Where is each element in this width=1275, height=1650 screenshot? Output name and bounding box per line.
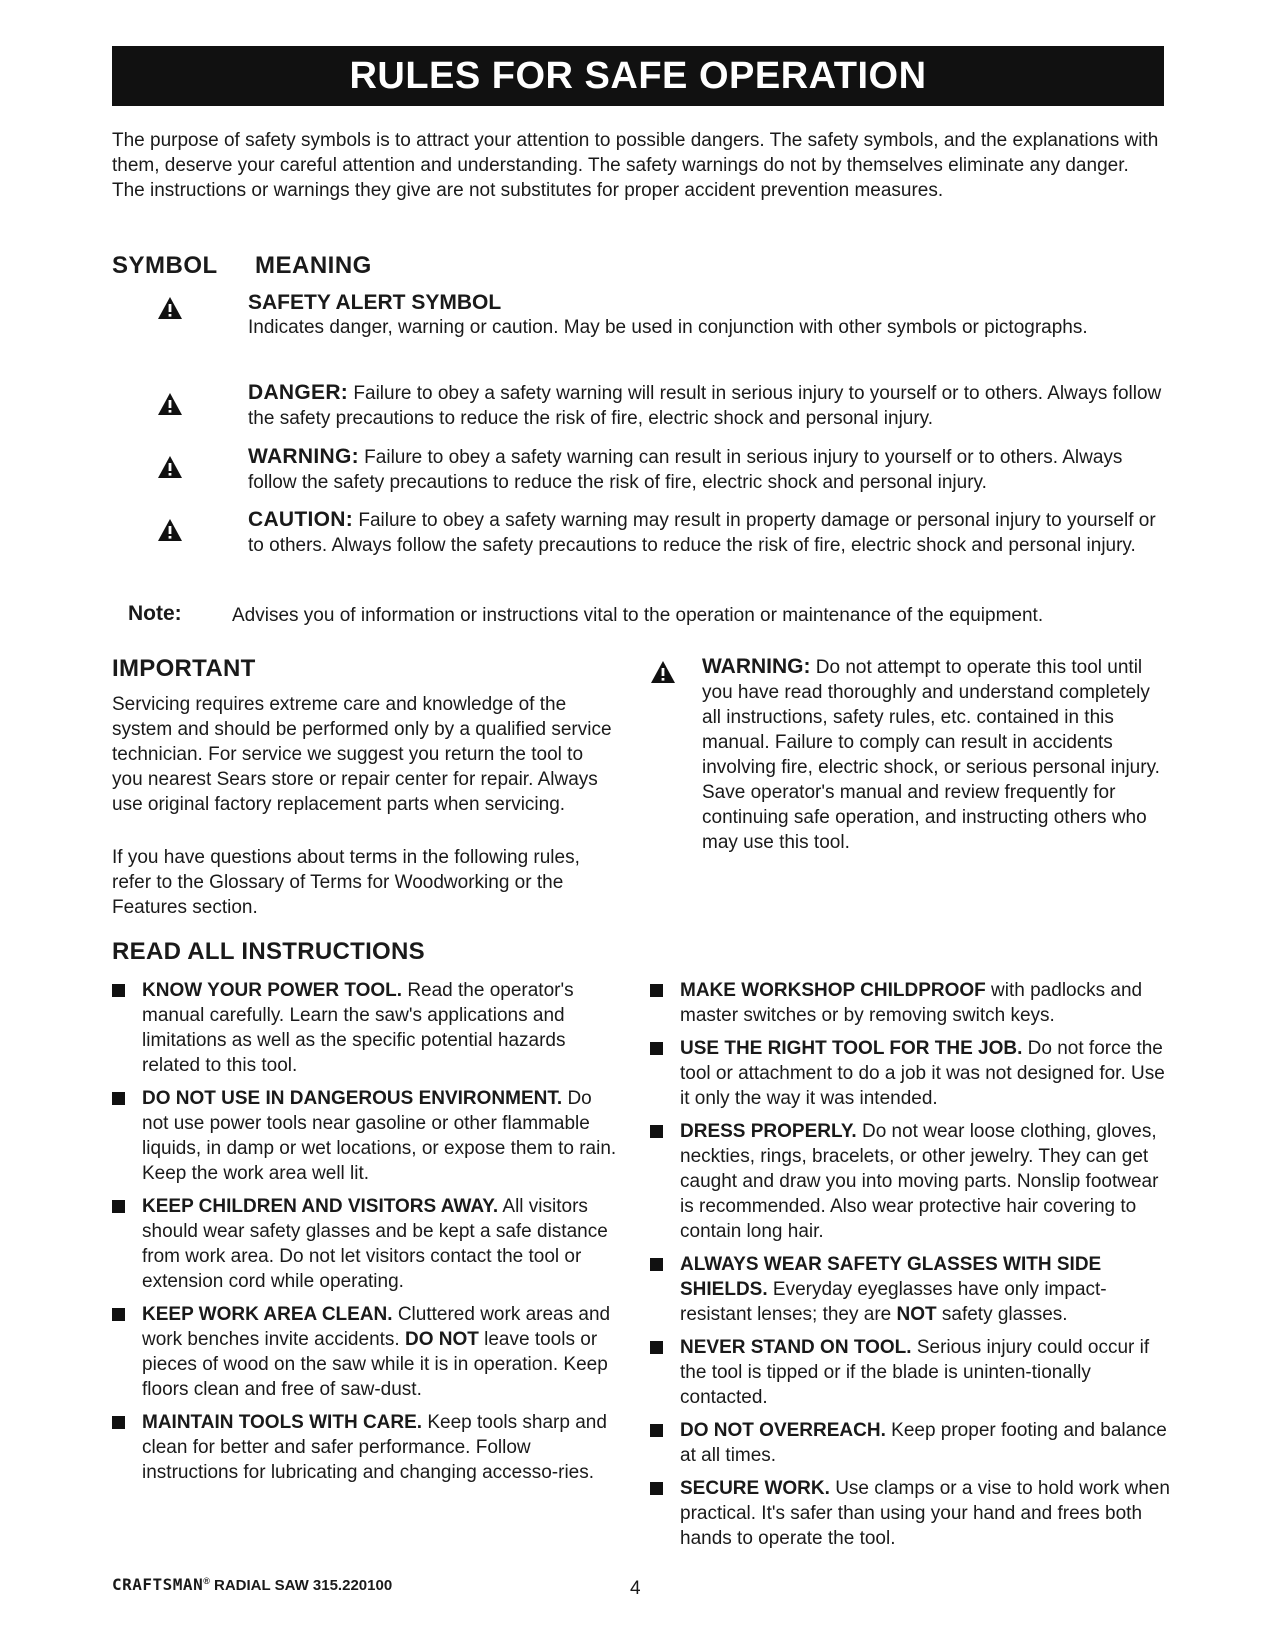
footer-brand-line [112, 1575, 392, 1594]
rule-text: Do not force the tool or attachment to do a job it was not designed for. Use it only the way it was intended. [680, 1038, 1165, 1109]
important-paragraph-1: Servicing requires extreme care and knowledge of the system and should be performed only by a qualified service technician. For service we suggest you return the tool to you nearest Sears store or repair center for repair. Always use original factory replacement parts when servicing. [112, 694, 612, 815]
meaning-column-heading: MEANING [255, 252, 372, 279]
square-bullet-icon [112, 1416, 125, 1429]
page-banner-title: RULES FOR SAFE OPERATION [112, 46, 1164, 106]
rule-title: DO NOT OVERREACH. [680, 1420, 886, 1441]
safety-alert-triangle-icon [157, 296, 183, 320]
operator-warning-label: WARNING: [702, 655, 811, 678]
rule-title: KEEP CHILDREN AND VISITORS AWAY. [142, 1196, 499, 1217]
rule-text: Keep tools sharp and clean for better and safer performance. Follow instructions for lubricating and changing accesso-ries. [142, 1412, 607, 1483]
safety-alert-meaning [248, 290, 1168, 340]
rule-never-stand [650, 1335, 1170, 1410]
note-text: Advises you of information or instructions vital to the operation or maintenance of the equipment. [232, 605, 1044, 626]
rule-title: NEVER STAND ON TOOL. [680, 1337, 912, 1358]
rule-text: Use clamps or a vise to hold work when practical. It's safer than using your hand and frees both hands to operate the tool. [680, 1478, 1170, 1549]
rule-title: MAKE WORKSHOP CHILDPROOF [680, 980, 986, 1001]
craftsman-logo: CRAFTSMAN [112, 1575, 204, 1594]
rule-title: ALWAYS WEAR SAFETY GLASSES WITH SIDE SHIELDS. [680, 1254, 1102, 1300]
rule-text: with padlocks and master switches or by removing switch keys. [680, 980, 1143, 1026]
square-bullet-icon [112, 984, 125, 997]
danger-text: Failure to obey a safety warning will result in serious injury to yourself or to others. Always follow the safety precautions to reduce the risk of fire, electric shock and personal injury. [248, 383, 1162, 429]
rule-text-continued: leave tools or pieces of wood on the saw while it is in operation. Keep floors clean and free of saw-dust. [142, 1329, 608, 1400]
square-bullet-icon [112, 1092, 125, 1105]
square-bullet-icon [650, 1042, 663, 1055]
rule-childproof [650, 978, 1170, 1028]
rule-know-your-tool [112, 978, 622, 1078]
intro-paragraph: The purpose of safety symbols is to attract your attention to possible dangers. The safety symbols, and the explanations with them, deserve your careful attention and understanding. The safety warnings do not by themselves eliminate any danger. The instructions or warnings they give are not substitutes for proper accident prevention measures. [112, 130, 1159, 201]
rule-overreach [650, 1418, 1170, 1468]
rule-text: Everyday eyeglasses have only impact-resistant lenses; they are [680, 1279, 1107, 1325]
rule-text: Cluttered work areas and work benches invite accidents. [142, 1304, 611, 1350]
warning-meaning [248, 444, 1168, 495]
rule-secure-work [650, 1476, 1170, 1551]
caution-meaning [248, 507, 1168, 558]
square-bullet-icon [650, 1482, 663, 1495]
rule-text: Read the operator's manual carefully. Learn the saw's applications and limitations as well as the specific potential hazards related to this tool. [142, 980, 574, 1076]
footer-model: RADIAL SAW 315.220100 [214, 1577, 393, 1594]
warning-label: WARNING: [248, 445, 359, 468]
rule-text: Do not wear loose clothing, gloves, neckties, rings, bracelets, or other jewelry. They can get caught and draw you into moving parts. Nonslip footwear is recommended. Also wear protective hair covering to contain long hair. [680, 1121, 1159, 1242]
caution-text: Failure to obey a safety warning may result in property damage or personal injury to yourself or to others. Always follow the safety precautions to reduce the risk of fire, electric shock and personal injury. [248, 510, 1156, 556]
rule-title: USE THE RIGHT TOOL FOR THE JOB. [680, 1038, 1023, 1059]
square-bullet-icon [650, 1424, 663, 1437]
square-bullet-icon [650, 1125, 663, 1138]
square-bullet-icon [650, 1341, 663, 1354]
note-label: Note: [128, 602, 182, 625]
important-heading: IMPORTANT [112, 655, 256, 682]
safety-alert-title: SAFETY ALERT SYMBOL [248, 291, 502, 314]
rule-children-visitors [112, 1194, 622, 1294]
rule-text-continued: safety glasses. [941, 1304, 1068, 1325]
operator-warning-text: Do not attempt to operate this tool until you have read thoroughly and understand completely all instructions, safety rules, etc. contained in this manual. Failure to comply can result in accidents involving fire, electric shock, or serious personal injury. Save operator's manual and review frequently for continuing safe operation, and instructing others who may use this tool. [702, 657, 1160, 853]
registered-mark: ® [203, 1576, 210, 1586]
rule-maintain-tools [112, 1410, 622, 1485]
square-bullet-icon [650, 984, 663, 997]
rule-work-area-clean [112, 1302, 622, 1402]
page-number: 4 [630, 1578, 641, 1599]
square-bullet-icon [112, 1200, 125, 1213]
rule-title: KNOW YOUR POWER TOOL. [142, 980, 403, 1001]
danger-label: DANGER: [248, 381, 349, 404]
rule-title: SECURE WORK. [680, 1478, 830, 1499]
rule-right-tool [650, 1036, 1170, 1111]
rule-title: MAINTAIN TOOLS WITH CARE. [142, 1412, 423, 1433]
rule-dress-properly [650, 1119, 1170, 1244]
square-bullet-icon [112, 1308, 125, 1321]
safety-alert-text: Indicates danger, warning or caution. May be used in conjunction with other symbols or pictographs. [248, 317, 1088, 338]
rules-left-column [112, 978, 622, 1493]
rule-emphasis: NOT [896, 1304, 937, 1325]
danger-triangle-icon [157, 392, 183, 416]
caution-label: CAUTION: [248, 508, 354, 531]
important-paragraph-2: If you have questions about terms in the following rules, refer to the Glossary of Terms for Woodworking or the Features section. [112, 847, 580, 918]
caution-triangle-icon [157, 518, 183, 542]
rule-title: DO NOT USE IN DANGEROUS ENVIRONMENT. [142, 1088, 563, 1109]
symbol-column-heading: SYMBOL [112, 252, 218, 279]
warning-triangle-icon [157, 455, 183, 479]
rule-text: Keep proper footing and balance at all times. [680, 1420, 1167, 1466]
square-bullet-icon [650, 1258, 663, 1271]
rule-dangerous-environment [112, 1086, 622, 1186]
read-all-heading: READ ALL INSTRUCTIONS [112, 938, 425, 965]
rule-title: DRESS PROPERLY. [680, 1121, 857, 1142]
rule-text: Serious injury could occur if the tool is tipped or if the blade is uninten-tionally contacted. [680, 1337, 1150, 1408]
danger-meaning [248, 380, 1168, 431]
rules-right-column [650, 978, 1170, 1559]
rule-title: KEEP WORK AREA CLEAN. [142, 1304, 393, 1325]
rule-text: Do not use power tools near gasoline or other flammable liquids, in damp or wet locations, or expose them to rain. Keep the work area well lit. [142, 1088, 617, 1184]
warning-text: Failure to obey a safety warning can result in serious injury to yourself or to others. Always follow the safety precautions to reduce the risk of fire, electric shock and personal injury. [248, 447, 1123, 493]
operator-warning-box [650, 654, 1170, 855]
rule-safety-glasses [650, 1252, 1170, 1327]
rule-text: All visitors should wear safety glasses and be kept a safe distance from work area. Do not let visitors contact the tool or extension cord while operating. [142, 1196, 608, 1292]
rule-emphasis: DO NOT [404, 1329, 479, 1350]
